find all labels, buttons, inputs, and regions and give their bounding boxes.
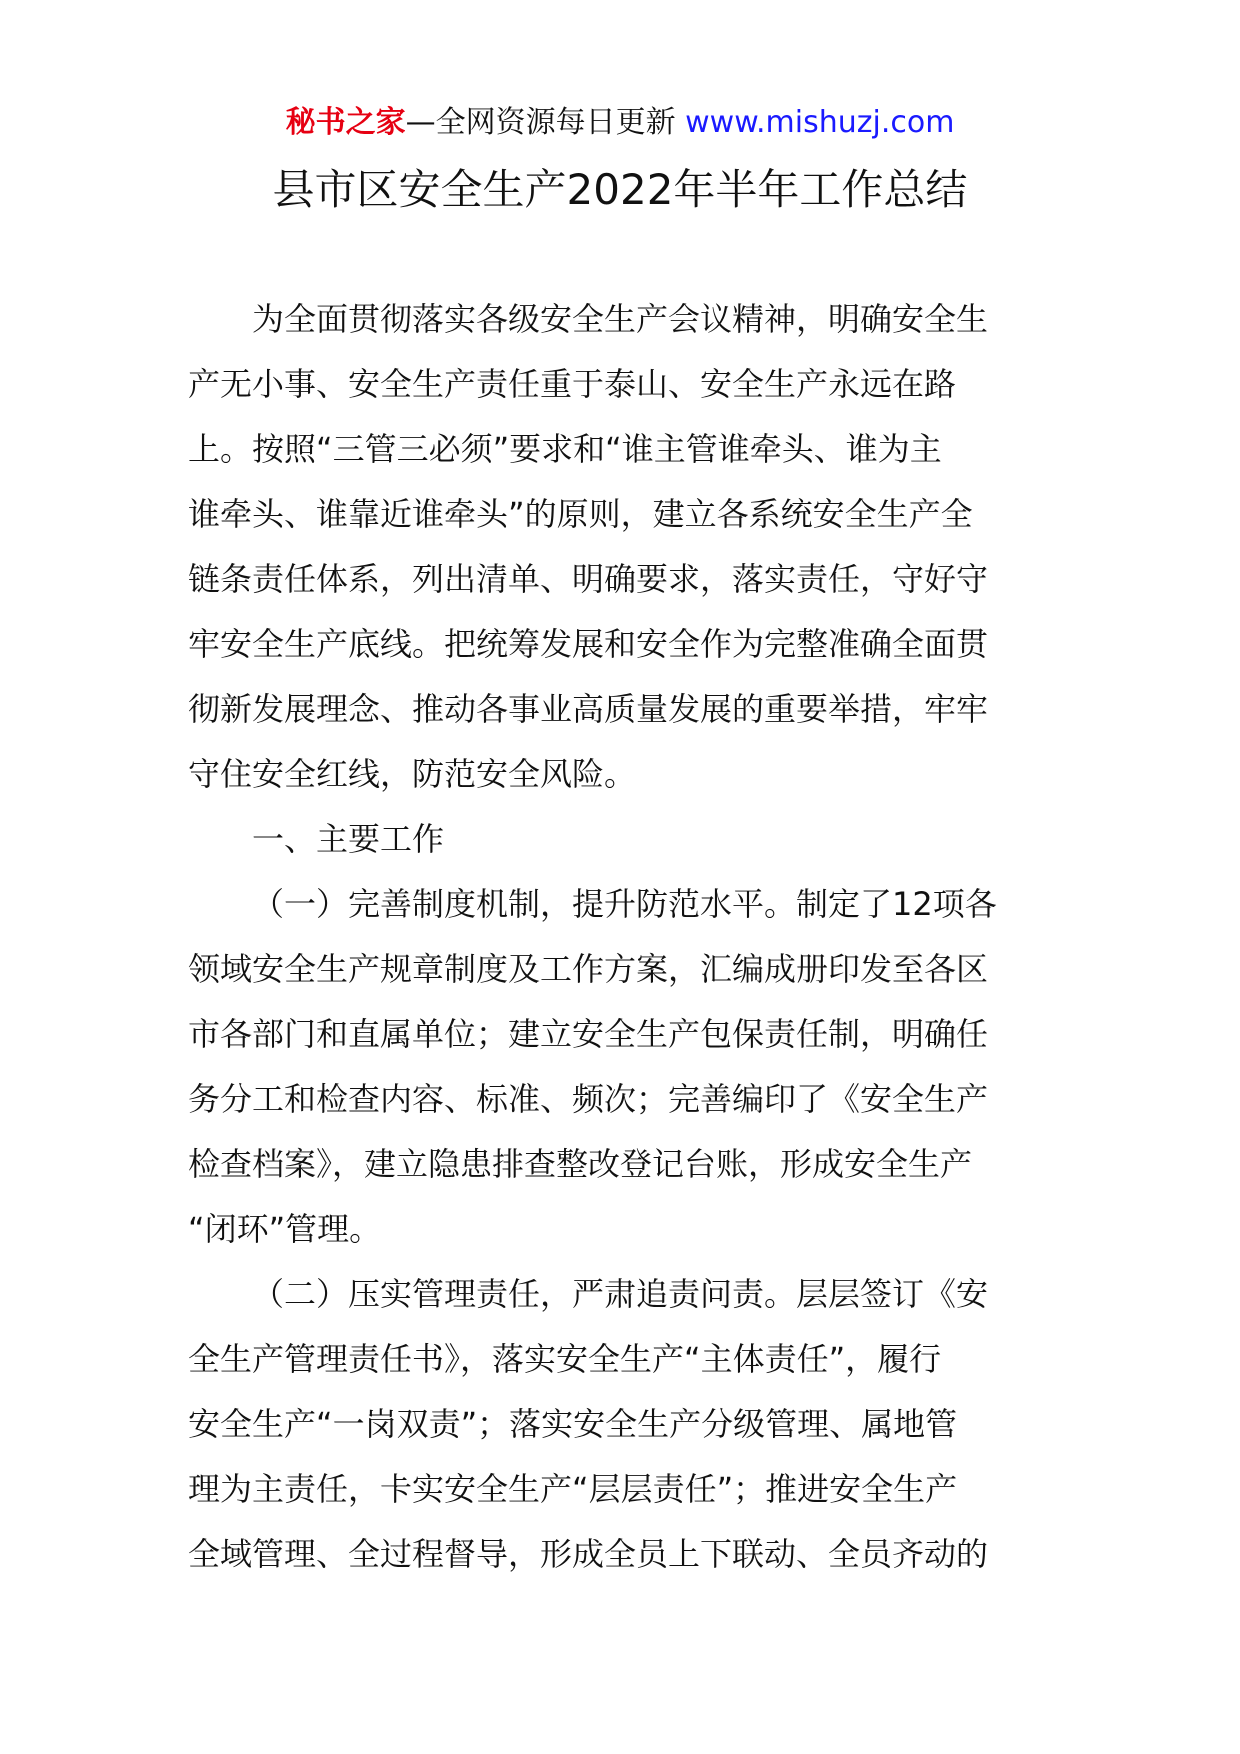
paragraph-line: 市各部门和直属单位；建立安全生产包保责任制，明确任 [188,1015,989,1053]
site-header [0,103,1240,143]
paragraph-line: 检查档案》，建立隐患排查整改登记台账，形成安全生产 [188,1145,973,1183]
site-brand: 秘书之家 [285,105,406,140]
paragraph-line: 牢安全生产底线。把统筹发展和安全作为完整准确全面贯 [188,625,989,663]
document-body [188,287,1054,1587]
site-url-link[interactable]: www.mishuzj.com [685,105,955,140]
paragraph-line: 上。按照“三管三必须”要求和“谁主管谁牵头、谁为主 [188,430,942,468]
document-title: 县市区安全生产2022年半年工作总结 [272,165,968,214]
section-heading: 一、主要工作 [252,820,445,858]
paragraph-line: 全生产管理责任书》，落实安全生产“主体责任”，履行 [188,1340,942,1378]
paragraph-line: 彻新发展理念、推动各事业高质量发展的重要举措，牢牢 [188,690,989,728]
paragraph-line: 理为主责任，卡实安全生产“层层责任”；推进安全生产 [188,1470,958,1508]
paragraph-line: 全域管理、全过程督导，形成全员上下联动、全员齐动的 [188,1535,989,1573]
paragraph-line: 链条责任体系，列出清单、明确要求，落实责任，守好守 [188,560,989,598]
paragraph-line: 产无小事、安全生产责任重于泰山、安全生产永远在路 [188,365,957,403]
paragraph-line: “闭环”管理。 [188,1210,382,1248]
paragraph-line: 务分工和检查内容、标准、频次；完善编印了《安全生产 [188,1080,989,1118]
paragraph-line: 领域安全生产规章制度及工作方案，汇编成册印发至各区 [188,950,989,988]
paragraph-line: 安全生产“一岗双责”；落实安全生产分级管理、属地管 [188,1405,958,1443]
paragraph-line: （二）压实管理责任，严肃追责问责。层层签订《安 [252,1275,989,1313]
paragraph-line: （一）完善制度机制，提升防范水平。制定了12项各 [252,885,997,923]
paragraph-line: 谁牵头、谁靠近谁牵头”的原则，建立各系统安全生产全 [188,495,973,533]
site-tagline: —全网资源每日更新 [405,105,676,140]
paragraph-line: 守住安全红线，防范安全风险。 [188,755,637,793]
paragraph-line: 为全面贯彻落实各级安全生产会议精神，明确安全生 [252,300,989,338]
